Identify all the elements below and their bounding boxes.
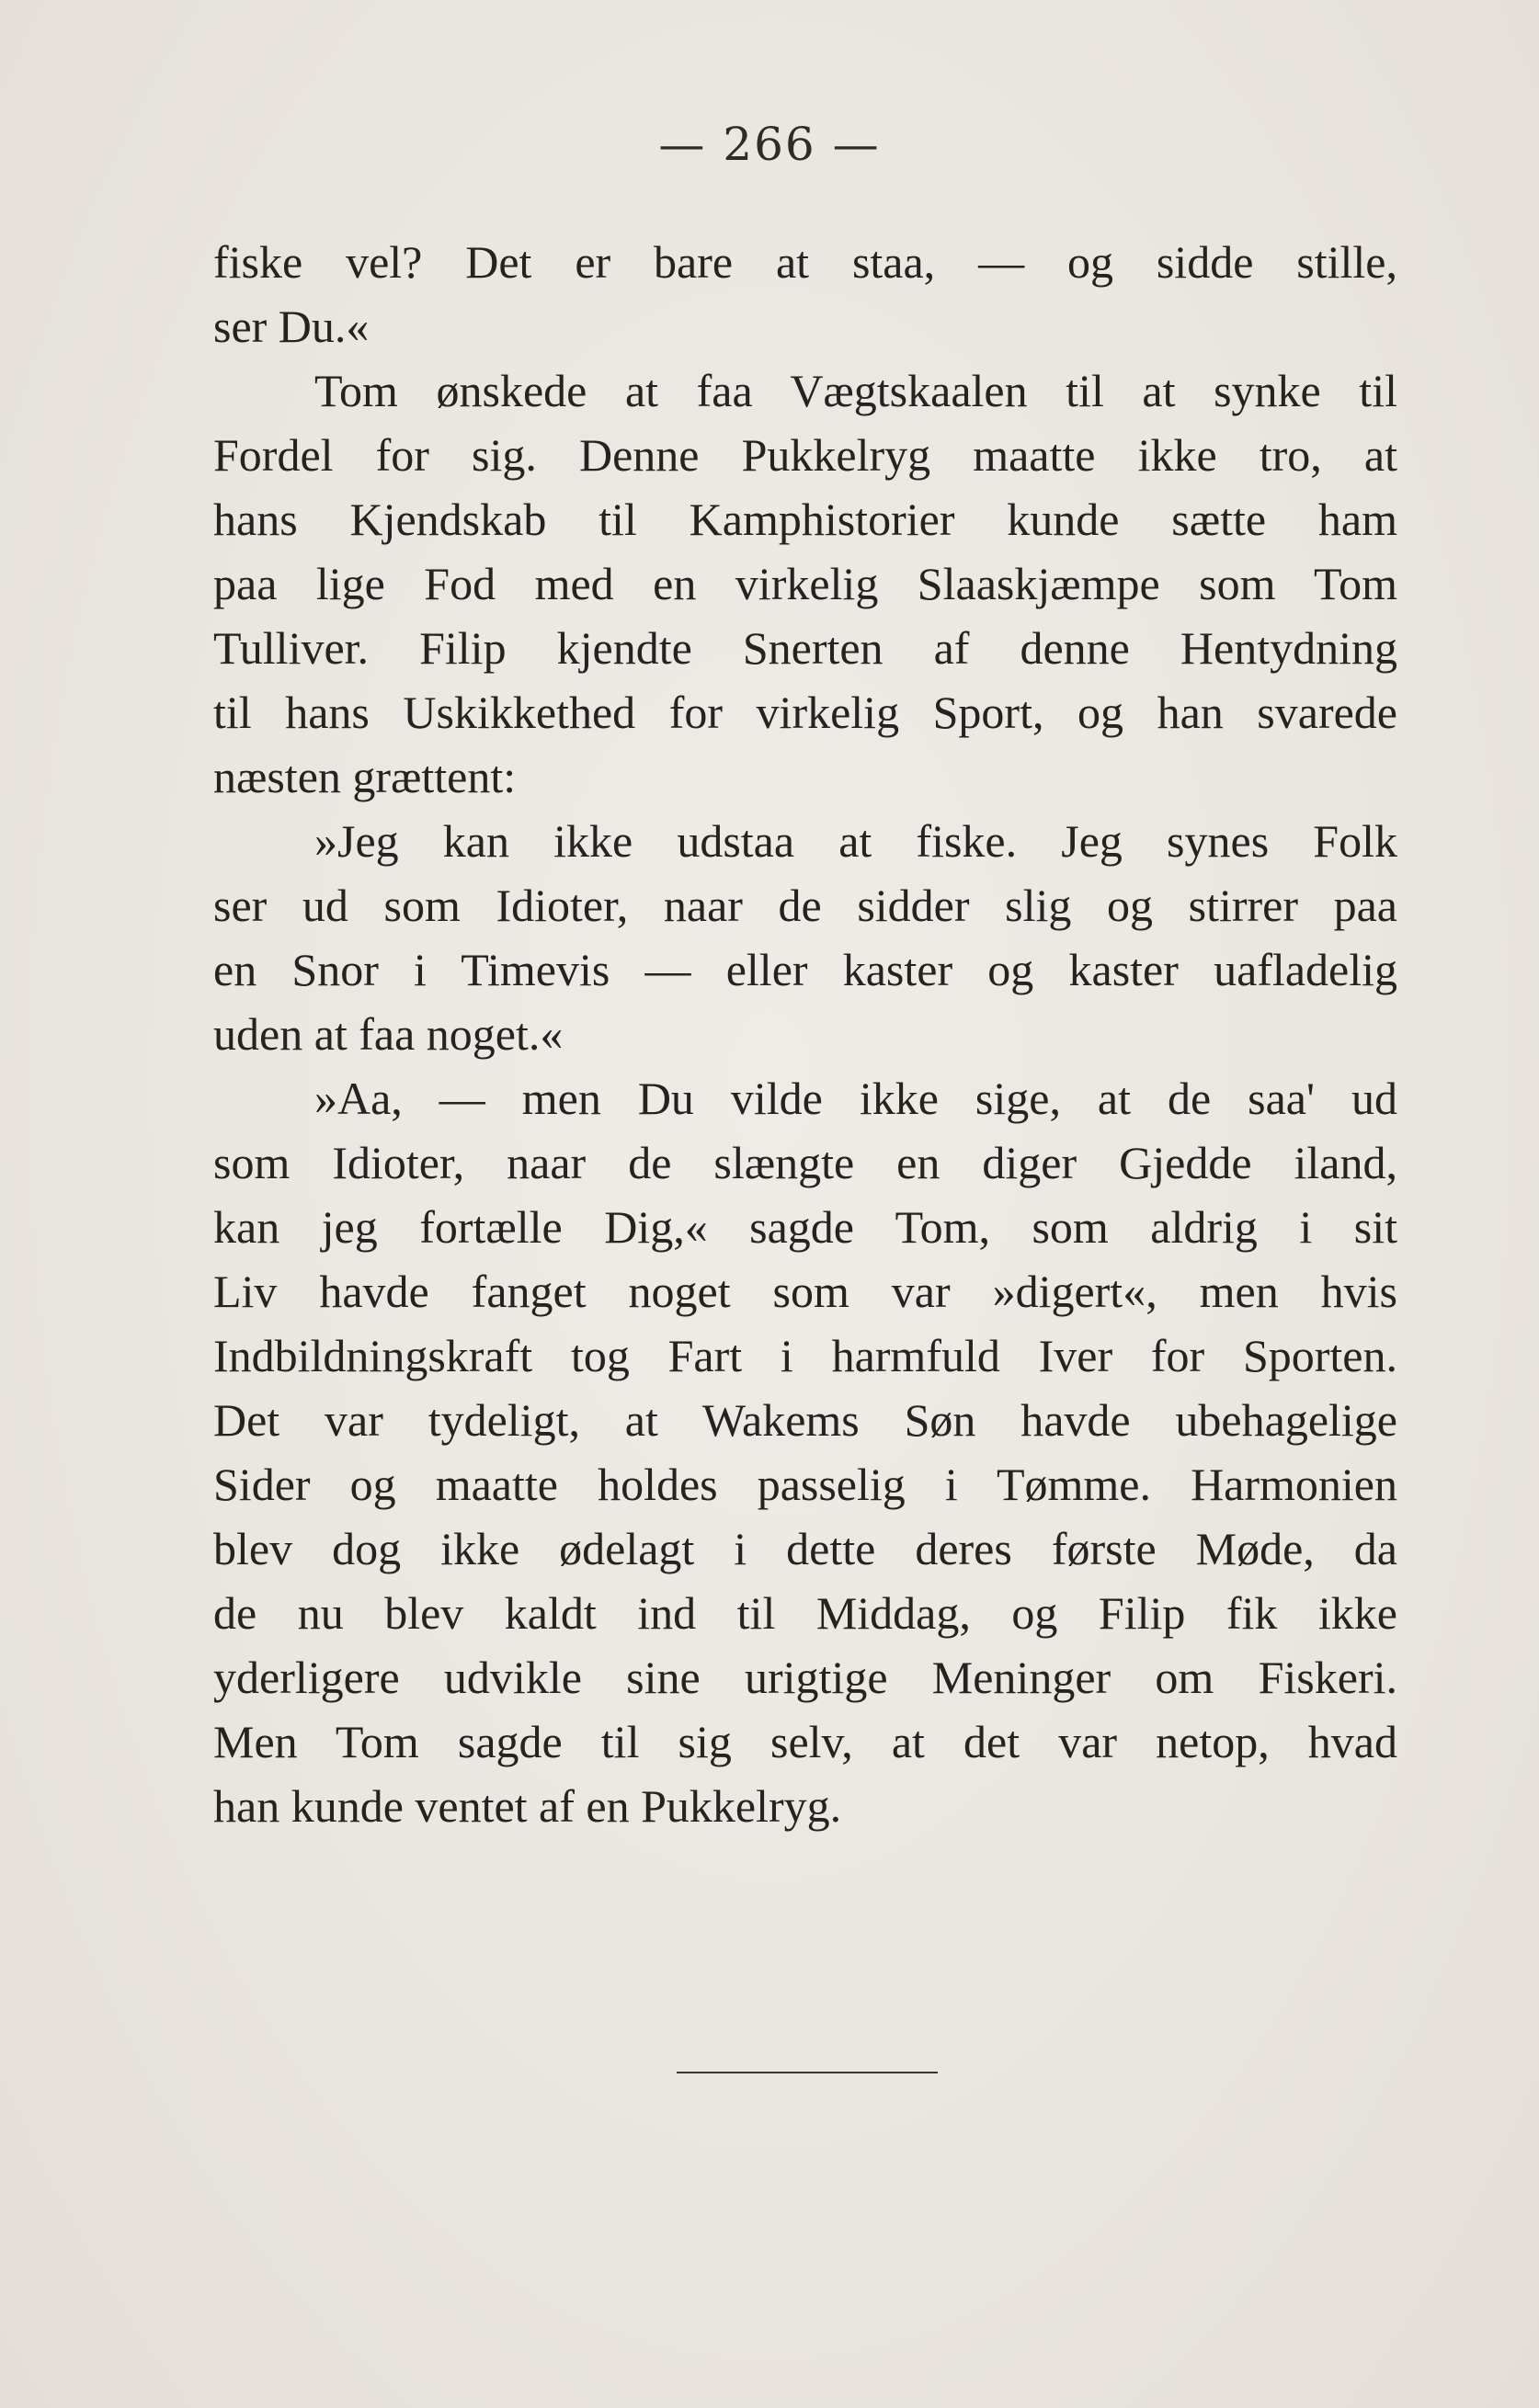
text-line: ser ud som Idioter, naar de sidder slig og stirrer paa bbox=[213, 880, 1397, 931]
text-line: Fordel for sig. Denne Pukkelryg maatte ikke tro, at bbox=[213, 429, 1397, 481]
page-number: — 266 — bbox=[658, 118, 881, 171]
text-line: Men Tom sagde til sig selv, at det var netop, hvad bbox=[213, 1716, 1397, 1767]
text-line: »Jeg kan ikke udstaa at fiske. Jeg synes Folk bbox=[314, 815, 1397, 867]
text-line: Tulliver. Filip kjendte Snerten af denne Hentydning bbox=[213, 622, 1397, 674]
text-line: Tom ønskede at faa Vægtskaalen til at synke til bbox=[314, 365, 1397, 416]
text-line: de nu blev kaldt ind til Middag, og Filip fik ikke bbox=[213, 1587, 1397, 1639]
text-line: Indbildningskraft tog Fart i harmfuld Iver for Sporten. bbox=[213, 1330, 1397, 1381]
text-line: en Snor i Timevis — eller kaster og kaster uafladelig bbox=[213, 944, 1397, 995]
text-line: Liv havde fanget noget som var »digert«, men hvis bbox=[213, 1266, 1397, 1317]
text-line: paa lige Fod med en virkelig Slaaskjæmpe som Tom bbox=[213, 558, 1397, 609]
text-line: blev dog ikke ødelagt i dette deres første Møde, da bbox=[213, 1523, 1397, 1574]
text-line: ser Du.« bbox=[213, 301, 370, 352]
body-text bbox=[213, 230, 1397, 1838]
text-line: fiske vel? Det er bare at staa, — og sidde stille, bbox=[213, 236, 1397, 288]
text-line: hans Kjendskab til Kamphistorier kunde sætte ham bbox=[213, 494, 1397, 545]
text-line: »Aa, — men Du vilde ikke sige, at de saa' ud bbox=[314, 1073, 1397, 1124]
text-line: til hans Uskikkethed for virkelig Sport, og han svarede bbox=[213, 687, 1397, 738]
chapter-end-rule bbox=[677, 2072, 938, 2073]
text-line: som Idioter, naar de slængte en diger Gjedde iland, bbox=[213, 1137, 1397, 1188]
text-line: yderligere udvikle sine urigtige Meninger om Fiskeri. bbox=[213, 1652, 1397, 1703]
text-line: han kunde ventet af en Pukkelryg. bbox=[213, 1780, 842, 1832]
text-line: kan jeg fortælle Dig,« sagde Tom, som aldrig i sit bbox=[213, 1201, 1397, 1253]
text-line: næsten grættent: bbox=[213, 751, 517, 802]
text-line: Sider og maatte holdes passelig i Tømme. Harmonien bbox=[213, 1459, 1397, 1510]
text-line: Det var tydeligt, at Wakems Søn havde ubehagelige bbox=[213, 1394, 1397, 1446]
text-line: uden at faa noget.« bbox=[213, 1008, 564, 1060]
